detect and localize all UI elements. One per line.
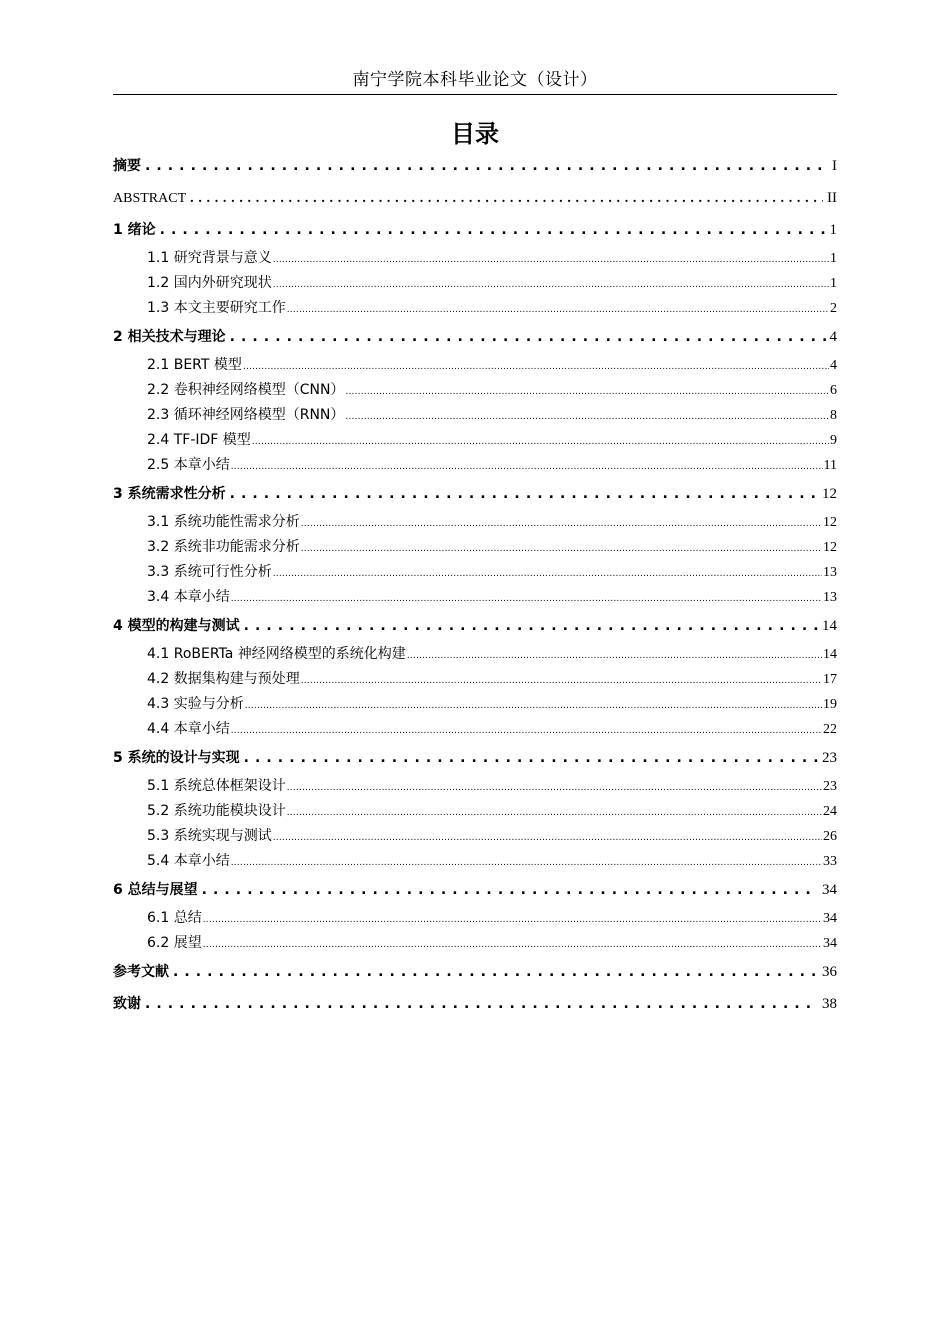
toc-section-entry[interactable] <box>113 403 837 428</box>
toc-entry-page-number: 38 <box>822 996 837 1012</box>
toc-entry-label: 4.1 RoBERTa 神经网络模型的系统化构建 <box>147 646 406 662</box>
toc-entry-page-number: 1 <box>830 251 837 266</box>
toc-entry-label: 1 绪论 <box>113 222 156 238</box>
toc-entry-label: 3.4 本章小结 <box>147 589 230 605</box>
toc-entry-page-number: 19 <box>823 697 837 712</box>
dot-leader <box>230 478 818 510</box>
toc-title: 目录 <box>451 120 499 148</box>
toc-entry-label: 5.2 系统功能模块设计 <box>147 803 286 819</box>
toc-section-entry[interactable] <box>113 906 837 931</box>
toc-section-entry[interactable] <box>113 667 837 692</box>
toc-entry-label: 2.1 BERT 模型 <box>147 357 242 373</box>
toc-entry-page-number: 34 <box>823 936 837 951</box>
dot-leader <box>252 428 829 455</box>
toc-entry-page-number: 33 <box>823 854 837 869</box>
dot-leader <box>230 321 826 353</box>
toc-section-entry[interactable] <box>113 585 837 610</box>
toc-entry-page-number: II <box>827 190 837 206</box>
toc-entry-label: 2 相关技术与理论 <box>113 329 226 345</box>
dot-leader <box>231 717 822 744</box>
dot-leader <box>173 956 818 988</box>
toc-entry-label: 致谢 <box>113 996 141 1012</box>
toc-entry-page-number: 34 <box>822 882 837 898</box>
toc-chapter-entry[interactable] <box>113 214 837 246</box>
dot-leader <box>245 692 822 719</box>
table-of-contents <box>113 150 837 1020</box>
toc-entry-page-number: 13 <box>823 590 837 605</box>
toc-entry-label: 4.4 本章小结 <box>147 721 230 737</box>
toc-entry-page-number: 2 <box>830 301 837 316</box>
toc-chapter-entry[interactable] <box>113 478 837 510</box>
toc-section-entry[interactable] <box>113 453 837 478</box>
toc-entry-page-number: 23 <box>822 750 837 766</box>
dot-leader <box>202 874 818 906</box>
toc-entry-label: 5 系统的设计与实现 <box>113 750 240 766</box>
dot-leader <box>145 150 828 182</box>
toc-entry-page-number: 4 <box>829 329 837 345</box>
dot-leader <box>287 296 829 323</box>
toc-chapter-entry[interactable] <box>113 742 837 774</box>
toc-entry-label: 摘要 <box>113 158 141 174</box>
dot-leader <box>243 353 829 380</box>
toc-entry-label: 2.3 循环神经网络模型（RNN） <box>147 407 345 423</box>
dot-leader <box>244 610 818 642</box>
dot-leader <box>273 560 822 587</box>
toc-entry-page-number: 12 <box>823 515 837 530</box>
toc-chapter-entry[interactable] <box>113 321 837 353</box>
toc-entry-label: 2.5 本章小结 <box>147 457 230 473</box>
toc-entry-page-number: 4 <box>830 358 837 373</box>
toc-section-entry[interactable] <box>113 849 837 874</box>
dot-leader <box>231 849 822 876</box>
dot-leader <box>160 214 826 246</box>
toc-section-entry[interactable] <box>113 931 837 956</box>
toc-entry-page-number: 6 <box>830 383 837 398</box>
toc-entry-page-number: 12 <box>823 540 837 555</box>
toc-entry-page-number: 24 <box>823 804 837 819</box>
toc-section-entry[interactable] <box>113 296 837 321</box>
toc-section-entry[interactable] <box>113 428 837 453</box>
toc-entry-page-number: I <box>832 158 837 174</box>
toc-chapter-entry[interactable] <box>113 150 837 182</box>
toc-chapter-entry[interactable] <box>113 610 837 642</box>
toc-chapter-entry[interactable] <box>113 988 837 1020</box>
dot-leader <box>273 271 829 298</box>
toc-chapter-entry[interactable] <box>113 874 837 906</box>
toc-section-entry[interactable] <box>113 353 837 378</box>
dot-leader <box>203 931 822 958</box>
dot-leader <box>301 535 822 562</box>
toc-entry-label: ABSTRACT <box>113 191 187 206</box>
toc-section-entry[interactable] <box>113 510 837 535</box>
toc-entry-page-number: 26 <box>823 829 837 844</box>
dot-leader <box>231 585 822 612</box>
dot-leader <box>190 183 823 215</box>
toc-entry-page-number: 14 <box>822 618 837 634</box>
dot-leader <box>301 510 822 537</box>
toc-entry-page-number: 34 <box>823 911 837 926</box>
dot-leader <box>407 642 822 669</box>
toc-entry-label: 4.3 实验与分析 <box>147 696 244 712</box>
toc-entry-label: 3.1 系统功能性需求分析 <box>147 514 300 530</box>
dot-leader <box>301 667 822 694</box>
toc-entry-page-number: 22 <box>823 722 837 737</box>
toc-entry-label: 参考文献 <box>113 964 169 980</box>
dot-leader <box>345 403 829 430</box>
toc-section-entry[interactable] <box>113 692 837 717</box>
toc-entry-page-number: 36 <box>822 964 837 980</box>
dot-leader <box>273 824 822 851</box>
dot-leader <box>244 742 818 774</box>
toc-entry-label: 6.2 展望 <box>147 935 202 951</box>
dot-leader <box>145 988 818 1020</box>
toc-entry-page-number: 11 <box>823 458 837 473</box>
toc-section-entry[interactable] <box>113 824 837 849</box>
toc-entry-page-number: 9 <box>830 433 837 448</box>
toc-entry-page-number: 13 <box>823 565 837 580</box>
toc-entry-label: 3.2 系统非功能需求分析 <box>147 539 300 555</box>
toc-entry-label: 3 系统需求性分析 <box>113 486 226 502</box>
toc-entry-page-number: 8 <box>830 408 837 423</box>
toc-section-entry[interactable] <box>113 271 837 296</box>
toc-entry-page-number: 12 <box>822 486 837 502</box>
toc-entry-page-number: 1 <box>829 222 837 238</box>
toc-entry-label: 6.1 总结 <box>147 910 202 926</box>
toc-section-entry[interactable] <box>113 246 837 271</box>
header-title: 南宁学院本科毕业论文（设计） <box>352 70 598 90</box>
toc-entry-page-number: 17 <box>823 672 837 687</box>
toc-section-entry[interactable] <box>113 560 837 585</box>
dot-leader <box>345 378 829 405</box>
toc-entry-label: 2.4 TF-IDF 模型 <box>147 432 251 448</box>
toc-entry-label: 1.3 本文主要研究工作 <box>147 300 286 316</box>
page-header <box>113 66 837 95</box>
dot-leader <box>231 453 823 480</box>
dot-leader <box>273 246 829 273</box>
toc-entry-label: 5.3 系统实现与测试 <box>147 828 272 844</box>
toc-entry-label: 4.2 数据集构建与预处理 <box>147 671 300 687</box>
toc-entry-label: 6 总结与展望 <box>113 882 198 898</box>
toc-section-entry[interactable] <box>113 378 837 403</box>
toc-entry-label: 4 模型的构建与测试 <box>113 618 240 634</box>
dot-leader <box>287 799 822 826</box>
toc-entry-page-number: 14 <box>823 647 837 662</box>
toc-section-entry[interactable] <box>113 642 837 667</box>
toc-entry-label: 5.4 本章小结 <box>147 853 230 869</box>
toc-chapter-entry[interactable] <box>113 956 837 988</box>
toc-entry-page-number: 1 <box>830 276 837 291</box>
toc-section-entry[interactable] <box>113 774 837 799</box>
toc-entry-label: 3.3 系统可行性分析 <box>147 564 272 580</box>
toc-entry-label: 5.1 系统总体框架设计 <box>147 778 286 794</box>
dot-leader <box>203 906 822 933</box>
dot-leader <box>287 774 822 801</box>
toc-entry-label: 2.2 卷积神经网络模型（CNN） <box>147 382 345 398</box>
toc-section-entry[interactable] <box>113 535 837 560</box>
toc-entry-page-number: 23 <box>823 779 837 794</box>
toc-entry-label: 1.1 研究背景与意义 <box>147 250 272 266</box>
toc-entry-label: 1.2 国内外研究现状 <box>147 275 272 291</box>
toc-section-entry[interactable] <box>113 799 837 824</box>
toc-section-entry[interactable] <box>113 717 837 742</box>
toc-chapter-entry[interactable] <box>113 182 837 214</box>
